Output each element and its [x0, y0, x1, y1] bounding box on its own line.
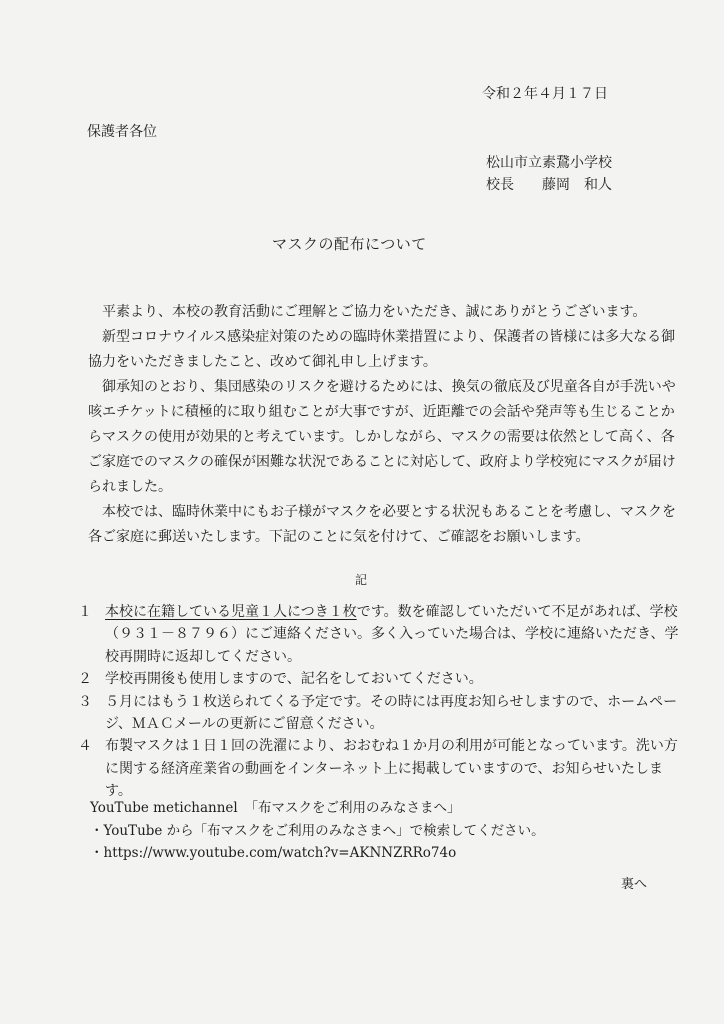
item-number: ４	[78, 738, 92, 755]
principal-name: 校長 藤岡 和人	[486, 177, 612, 193]
list-item	[78, 691, 688, 736]
notice-items	[78, 601, 688, 803]
next-page-note: 裏へ	[621, 877, 648, 892]
body-paragraph: 平素より、本校の教育活動にご理解とご協力をいただき、誠にありがとうございます。	[102, 304, 647, 320]
body-paragraph: 御承知のとおり、集団感染のリスクを避けるためには、換気の徹底及び児童各自が手洗いや咳エチケットに積極的に取り組むことが大事ですが、近距離での会話や発声等も生じることからマスクの使用が効果的と考えています。しかしながら、マスクの需要は依然として高く、各ご家庭でのマスクの確保が困難な状況であることに対応して、政府より学校宛にマスクが届けられました。	[88, 379, 676, 495]
ki-heading: 記	[355, 573, 368, 587]
document-title: マスクの配布について	[272, 235, 427, 253]
item-text: 布製マスクは１日１回の洗濯により、おおむね１か月の利用が可能となっています。洗い方に関する経済産業省の動画をインターネット上に掲載していますので、お知らせいたします。	[105, 738, 678, 800]
item-text: 学校再開後も使用しますので、記名をしておいてください。	[105, 671, 483, 688]
recipient: 保護者各位	[87, 124, 157, 140]
youtube-info	[90, 797, 690, 865]
item-number: ２	[78, 671, 92, 688]
school-name: 松山市立素鵞小学校	[486, 155, 612, 171]
list-item	[78, 601, 688, 668]
youtube-search-line: ・YouTube から「布マスクをご利用のみなさまへ」で検索してください。	[90, 822, 545, 839]
item-text-rest: です。数を確認していただいて不足があれば、学校（９３１－８７９６）にご連絡ください。多く入っていた場合は、学校に連絡いただき、学校再開時に返却してください。	[105, 604, 679, 665]
item-number: １	[78, 604, 92, 620]
body-paragraph: 新型コロナウイルス感染症対策のための臨時休業措置により、保護者の皆様には多大なる御協力をいただきましたこと、改めて御礼申し上げます。	[88, 329, 676, 370]
youtube-channel-line: YouTube metichannel 「布マスクをご利用のみなさまへ」	[90, 800, 461, 816]
item-underlined-text: 本校に在籍している児童１人につき１枚	[105, 604, 357, 620]
youtube-url-line: ・https://www.youtube.com/watch?v=AKNNZRRo74o	[90, 845, 457, 861]
item-text	[105, 601, 688, 668]
date: 令和２年４月１７日	[482, 86, 608, 102]
body-text	[88, 300, 688, 550]
item-text: ５月にはもう１枚送られてくる予定です。その時には再度お知らせしますので、ホームページ、ＭＡＣメールの更新にご留意ください。	[105, 693, 678, 733]
body-paragraph: 本校では、臨時休業中にもお子様がマスクを必要とする状況もあることを考慮し、マスクを各ご家庭に郵送いたします。下記のことに気を付けて、ご確認をお願いします。	[88, 504, 676, 545]
list-item	[78, 735, 688, 802]
list-item	[78, 668, 688, 690]
item-number: ３	[78, 693, 92, 710]
